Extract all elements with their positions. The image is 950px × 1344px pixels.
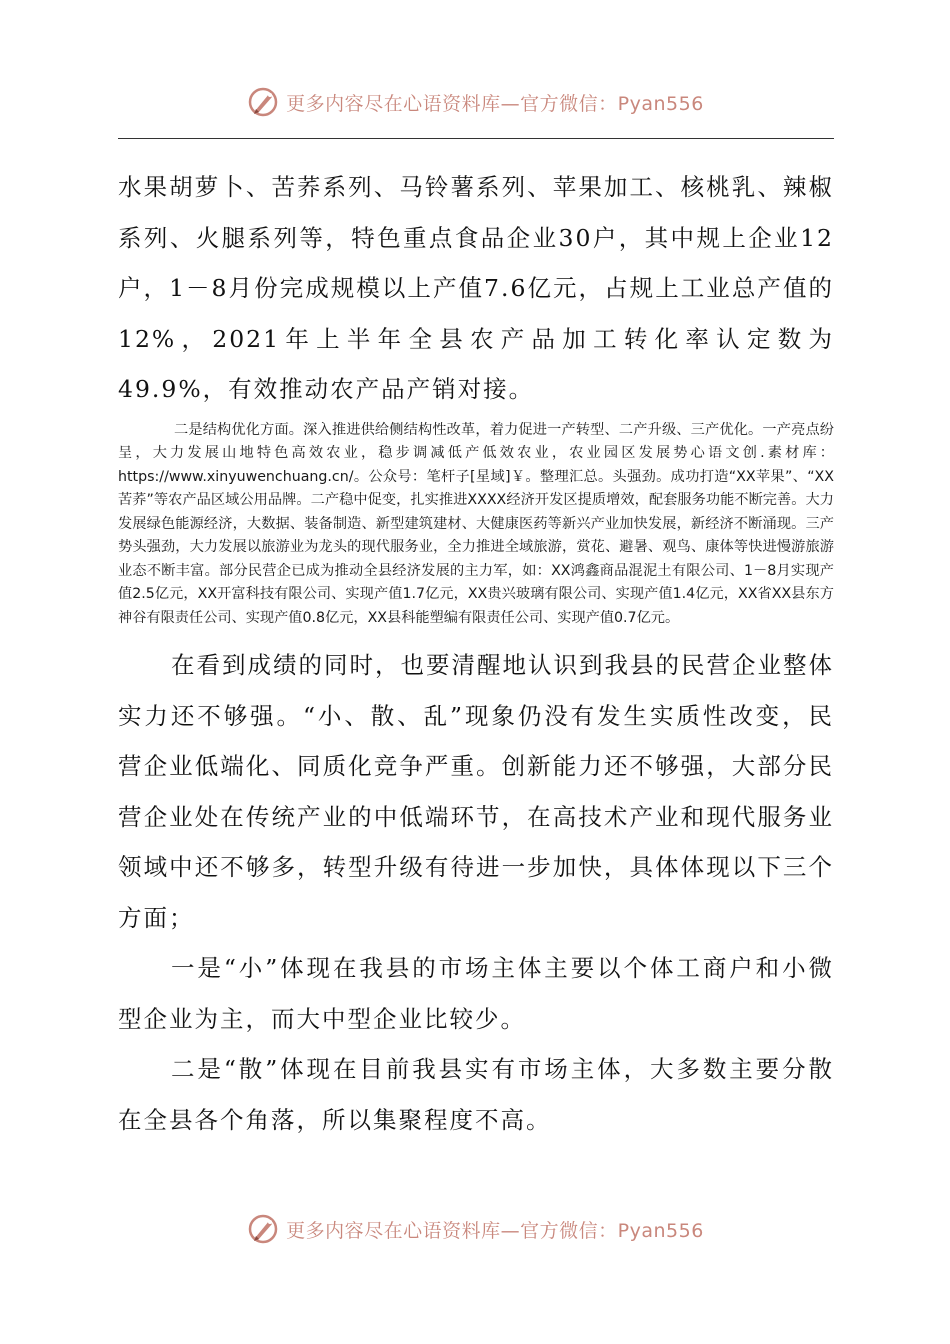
- header-divider: [118, 138, 834, 139]
- footer-banner: [0, 1209, 950, 1249]
- footer-banner-text: 更多内容尽在心语资料库—官方微信：Pyan556: [286, 1219, 704, 1242]
- paragraph-5: 二是“散”体现在目前我县实有市场主体，大多数主要分散在全县各个角落，所以集聚程度不高。: [118, 1055, 834, 1134]
- pen-logo-icon: [246, 1212, 280, 1246]
- paragraph-1: 水果胡萝卜、苦荞系列、马铃薯系列、苹果加工、核桃乳、辣椒系列、火腿系列等，特色重点食品企业30户，其中规上企业12户，1－8月份完成规模以上产值7.6亿元，占规上工业总产值的12%，2021年上半年全县农产品加工转化率认定数为49.9%，有效推动农产品产销对接。: [118, 173, 834, 403]
- pen-logo-icon: [246, 85, 280, 119]
- header-banner: [0, 82, 950, 122]
- document-body: [118, 162, 834, 1145]
- paragraph-2: 二是结构优化方面。深入推进供给侧结构性改革，着力促进一产转型、二产升级、三产优化。一产亮点纷呈，大力发展山地特色高效农业，稳步调减低产低效农业，农业园区发展势心语文创.素材库：https://www.xinyuwenchuang.cn/。公众号：笔杆子[星域]￥。整理汇总。头强劲。成功打造“XX苹果”、“XX苦荞”等农产品区域公用品牌。二产稳中促变，扎实推进XXXX经济开发区提质增效，配套服务功能不断完善。大力发展绿色能源经济，大数据、装备制造、新型建筑建材、大健康医药等新兴产业加快发展，新经济不断涌现。三产势头强劲，大力发展以旅游业为龙头的现代服务业，全力推进全域旅游，赏花、避暑、观鸟、康体等快进慢游旅游业态不断丰富。部分民营企已成为推动全县经济发展的主力军，如：XX鸿鑫商品混泥土有限公司、1－8月实现产值2.5亿元，XX开富科技有限公司、实现产值1.7亿元，XX贵兴玻璃有限公司、实现产值1.4亿元，XX省XX县东方神谷有限责任公司、实现产值0.8亿元，XX县科能塑编有限责任公司、实现产值0.7亿元。: [118, 421, 834, 626]
- paragraph-4: 一是“小”体现在我县的市场主体主要以个体工商户和小微型企业为主，而大中型企业比较少。: [118, 954, 834, 1033]
- header-banner-text: 更多内容尽在心语资料库—官方微信：Pyan556: [286, 92, 704, 115]
- paragraph-3: 在看到成绩的同时，也要清醒地认识到我县的民营企业整体实力还不够强。“小、散、乱”现象仍没有发生实质性改变，民营企业低端化、同质化竞争严重。创新能力还不够强，大部分民营企业处在传统产业的中低端环节，在高技术产业和现代服务业领域中还不够多，转型升级有待进一步加快，具体体现以下三个方面；: [118, 651, 834, 932]
